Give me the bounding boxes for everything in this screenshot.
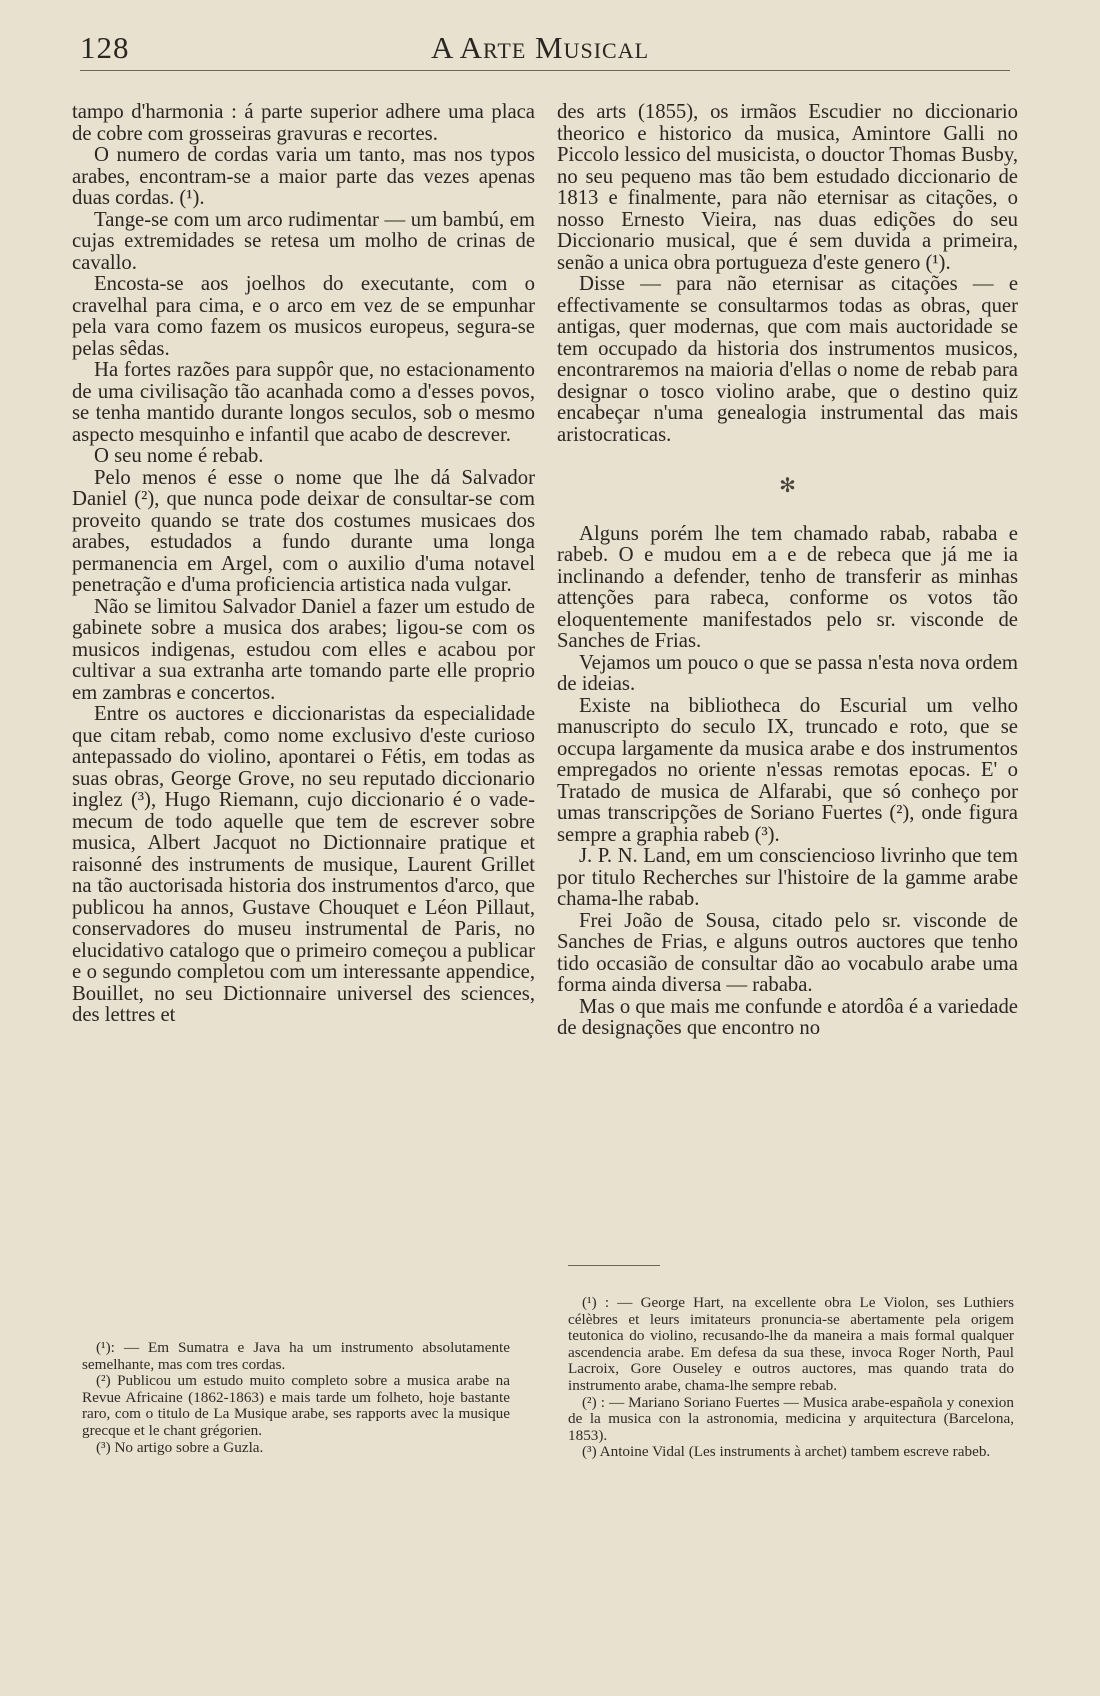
page-number: 128 (80, 30, 130, 65)
paragraph: Disse — para não eternisar as citações — e effectivamente se consultarmos todas as obras, quer antigas, quer modernas, que com mais auctoridade se tem occupado da historia dos instrumentos musicos, encontraremos na maioria d'ellas o nome de rebab para designar o tosco violino arabe, que o destino quiz encabeçar n'uma genealogia instrumental das mais aristocraticas. (557, 273, 1018, 446)
section-separator: ✻ (779, 475, 796, 497)
left-column (72, 102, 535, 1027)
paragraph: des arts (1855), os irmãos Escudier no diccionario theorico e historico da musica, Amintore Galli no Piccolo lessico del musicista, o douctor Thomas Busby, no seu pequeno mas tão bem estudado diccionario de 1813 e finalmente, para não eternisar as citações, o nosso Ernesto Vieira, nas duas edições do seu Diccionario musical, que é sem duvida a primeira, senão a unica obra portugueza d'este genero (¹). (557, 101, 1018, 274)
footnotes-left (82, 1340, 510, 1456)
paragraph: Alguns porém lhe tem chamado rabab, rababa e rabeb. O e mudou em a e de rebeca que já me ia inclinando a defender, tenho de transferir as minhas attenções para rabeca, conforme os votos tão eloquentemente manifestados pelo sr. visconde de Sanches de Frias. (557, 522, 1018, 652)
footnote: (²) Publicou um estudo muito completo sobre a musica arabe na Revue Africaine (1862-1863) e mais tarde um folheto, hoje bastante raro, com o titulo de La Musique arabe, ses rapports avec la musique grecque et le chant grégorien. (82, 1372, 510, 1439)
page-header (70, 26, 1010, 66)
paragraph: J. P. N. Land, em um consciencioso livrinho que tem por titulo Recherches sur l'histoire de la gamme arabe chama-lhe rabab. (557, 845, 1018, 910)
paragraph: Pelo menos é esse o nome que lhe dá Salvador Daniel (²), que nunca pode deixar de consultar-se com proveito quando se trate dos costumes musicaes dos arabes, estudados a fundo durante uma longa permanencia em Argel, com o auxilio d'uma notavel penetração e d'uma proficiencia artistica nada vulgar. (72, 466, 535, 596)
header-rule (80, 70, 1010, 71)
paragraph: O seu nome é rebab. (94, 445, 264, 467)
footnote-rule (568, 1265, 660, 1266)
footnote: (³) Antoine Vidal (Les instruments à archet) tambem escreve rabeb. (582, 1443, 991, 1461)
paragraph: Mas o que mais me confunde e atordôa é a variedade de designações que encontro no (557, 995, 1018, 1039)
paragraph: Tange-se com um arco rudimentar — um bambú, em cujas extremidades se retesa um molho de crinas de cavallo. (72, 208, 535, 274)
footnotes-right (568, 1295, 1014, 1461)
paragraph: Ha fortes razões para suppôr que, no estacionamento de uma civilisação tão acanhada como a d'esses povos, se tenha mantido durante longos seculos, sob o mesmo aspecto mesquinho e infantil que acabo de descrever. (72, 359, 535, 446)
footnote: (²) : — Mariano Soriano Fuertes — Musica arabe-española y conexion de la musica con la astronomia, medicina y arquitectura (Barcelona, 1853). (568, 1393, 1014, 1444)
paragraph: Encosta-se aos joelhos do executante, com o cravelhal para cima, e o arco em vez de se empunhar pela vara como fazem os musicos europeus, segura-se pelas sêdas. (72, 273, 535, 360)
running-title: A Arte Musical (430, 30, 650, 65)
paragraph: Vejamos um pouco o que se passa n'esta nova ordem de ideias. (557, 651, 1018, 695)
paragraph: O numero de cordas varia um tanto, mas nos typos arabes, encontram-se a maior parte das vezes apenas duas cordas. (¹). (72, 144, 535, 209)
paragraph: Entre os auctores e diccionaristas da especialidade que citam rebab, como nome exclusivo d'este curioso antepassado do violino, apontarei o Fétis, em todas as suas obras, George Grove, no seu reputado diccionario inglez (³), Hugo Riemann, cujo diccionario é o vade-mecum de todo aquelle que tem de escrever sobre musica, Albert Jacquot no Dictionnaire pratique et raisonné des instruments de musique, Laurent Grillet na tão auctorisada historia dos instrumentos d'arco, que publicou ha annos, Gustave Chouquet e Léon Pillaut, conservadores do museu instrumental de Paris, no elucidativo catalogo que o primeiro começou a publicar e o segundo completou com um interessante appendice, Bouillet, no seu Dictionnaire universel des sciences, des lettres et (72, 703, 535, 1026)
right-column (557, 102, 1018, 1040)
footnote: (¹): — Em Sumatra e Java ha um instrumento absolutamente semelhante, mas com tres cordas. (82, 1339, 510, 1373)
paragraph: tampo d'harmonia : á parte superior adhere uma placa de cobre com grosseiras gravuras e recortes. (72, 101, 535, 145)
paragraph: Existe na bibliotheca do Escurial um velho manuscripto do seculo IX, truncado e roto, que se occupa largamente da musica arabe e dos instrumentos empregados no oriente n'essas remotas epocas. E' o Tratado de musica de Alfarabi, que só conheço por umas transcripções de Soriano Fuertes (²), onde figura sempre a graphia rabeb (³). (557, 694, 1018, 846)
paragraph: Não se limitou Salvador Daniel a fazer um estudo de gabinete sobre a musica dos arabes; ligou-se com os musicos indigenas, estudou com elles e acabou por cultivar a sua extranha arte tomando parte elle proprio em zambras e concertos. (72, 595, 535, 704)
footnote: (¹) : — George Hart, na excellente obra Le Violon, ses Luthiers célèbres et leurs imitateurs pronuncia-se abertamente pela origem teutonica do violino, recusando-lhe da maneira a mais formal qualquer ascendencia arabe. Em defesa da sua these, invoca Roger North, Paul Lacroix, Gore Ouseley e outros auctores, mas quando trata do instrumento arabe, chama-lhe sempre rebab. (568, 1294, 1014, 1394)
footnote: (³) No artigo sobre a Guzla. (96, 1438, 264, 1456)
paragraph: Frei João de Sousa, citado pelo sr. visconde de Sanches de Frias, e alguns outros auctores que tenho tido occasião de consultar dão ao vocabulo arabe uma forma ainda diversa — rababa. (557, 909, 1018, 996)
